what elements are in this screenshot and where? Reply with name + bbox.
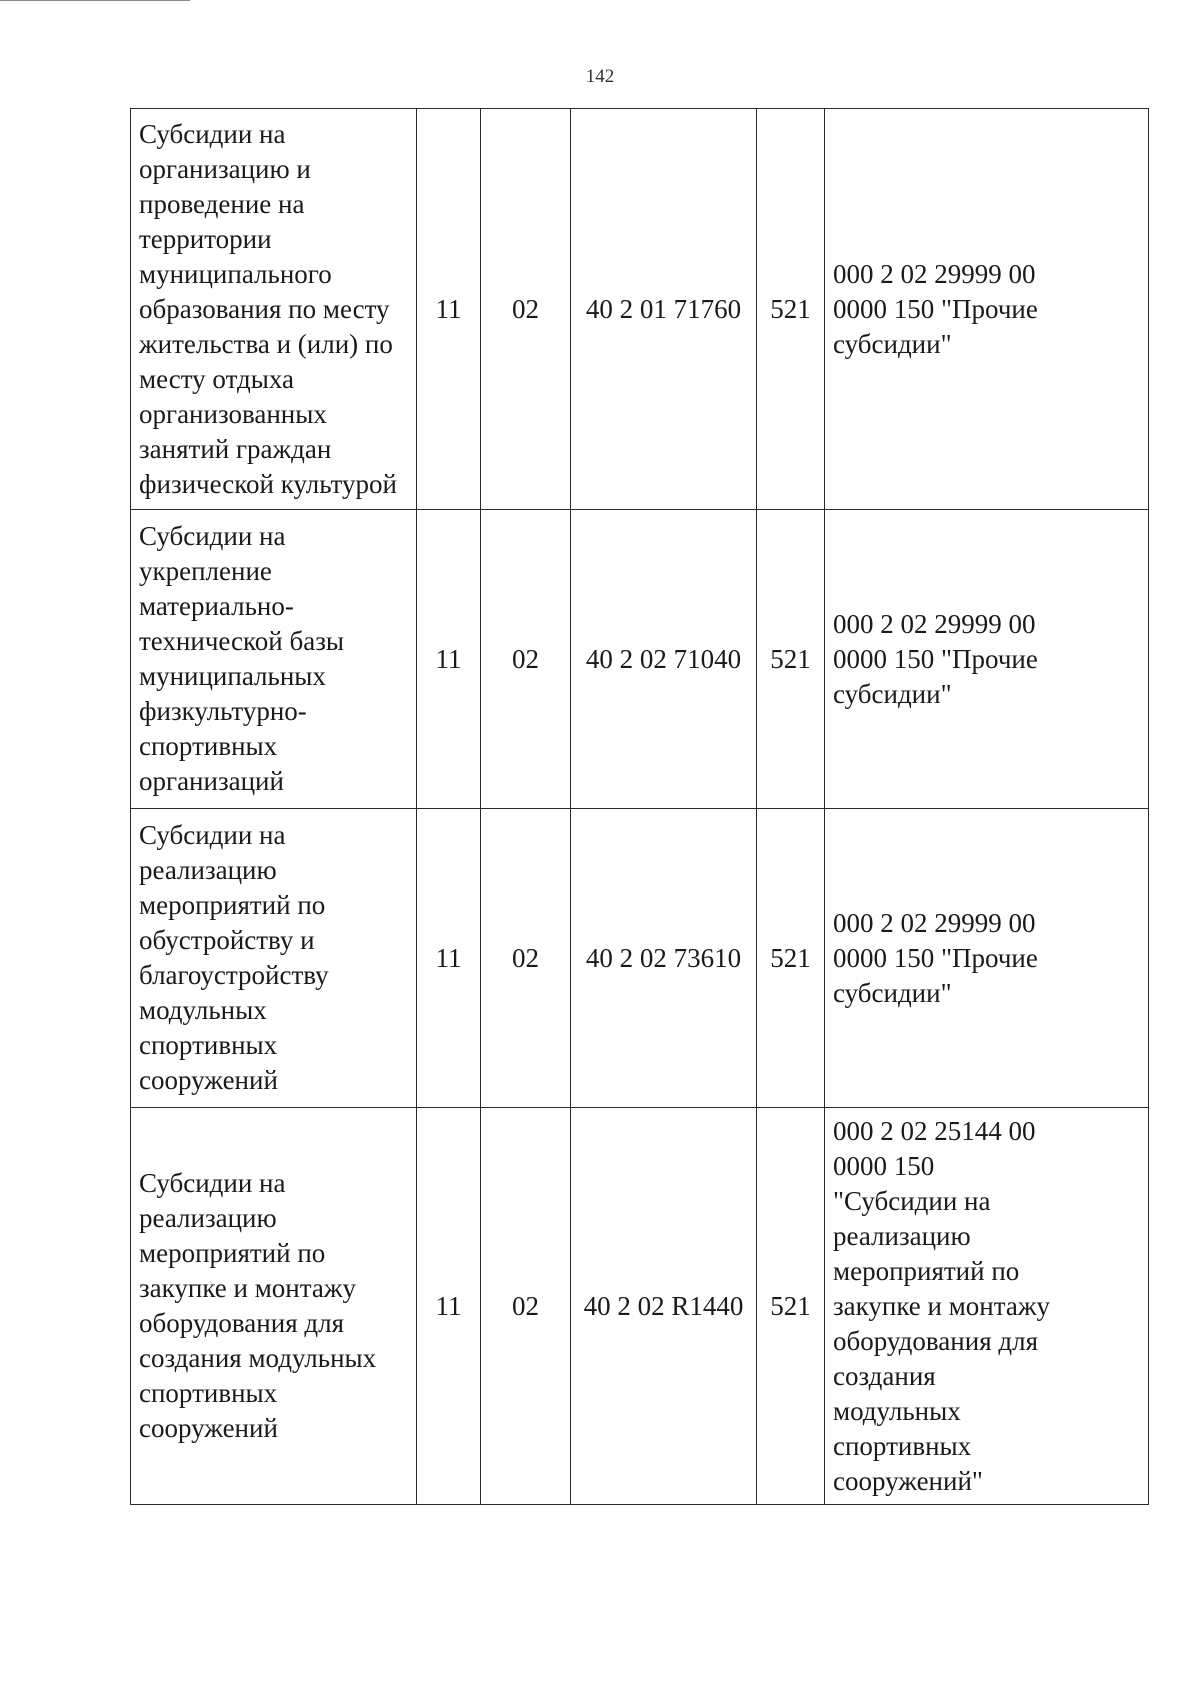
subsection-cell: 02 <box>481 510 571 809</box>
expense-type-cell: 521 <box>757 1108 825 1505</box>
row-name-cell <box>131 809 417 1108</box>
expense-type-cell: 521 <box>757 510 825 809</box>
section-cell: 11 <box>417 1108 481 1505</box>
revenue-code-cell <box>825 510 1149 809</box>
table-row <box>131 809 1149 1108</box>
row-name-cell <box>131 1108 417 1505</box>
row-name-cell <box>131 109 417 510</box>
top-edge-rule <box>0 0 190 1</box>
table-row <box>131 109 1149 510</box>
target-code-cell: 40 2 02 R1440 <box>571 1108 757 1505</box>
budget-table <box>130 108 1149 1505</box>
target-code-cell: 40 2 01 71760 <box>571 109 757 510</box>
section-cell: 11 <box>417 809 481 1108</box>
table-row <box>131 510 1149 809</box>
subsection-cell: 02 <box>481 809 571 1108</box>
revenue-code-text: 000 2 02 29999 00 0000 150 "Прочие субсидии" <box>833 608 1038 709</box>
revenue-code-cell <box>825 109 1149 510</box>
subsection-cell: 02 <box>481 109 571 510</box>
table-row <box>131 1108 1149 1505</box>
expense-type-cell: 521 <box>757 109 825 510</box>
target-code-cell: 40 2 02 73610 <box>571 809 757 1108</box>
page-number: 142 <box>585 66 615 87</box>
revenue-code-cell <box>825 1108 1149 1505</box>
subsection-cell: 02 <box>481 1108 571 1505</box>
row-name-text: Субсидии на реализацию мероприятий по закупке и монтажу оборудования для создания модульных спортивных сооружений <box>139 1168 377 1443</box>
expense-type-cell: 521 <box>757 809 825 1108</box>
revenue-code-text: 000 2 02 25144 00 0000 150 "Субсидии на реализацию мероприятий по закупке и монтажу оборудования для создания модульных спортивных сооружений" <box>833 1115 1051 1496</box>
row-name-text: Субсидии на реализацию мероприятий по обустройству и благоустройству модульных спортивных сооружений <box>139 820 329 1095</box>
row-name-text: Субсидии на укрепление материально- технической базы муниципальных физкультурно- спортивных организаций <box>139 521 345 796</box>
revenue-code-text: 000 2 02 29999 00 0000 150 "Прочие субсидии" <box>833 907 1038 1008</box>
row-name-text: Субсидии на организацию и проведение на территории муниципального образования по месту жительства и (или) по месту отдыха организованных занятий граждан физической культурой <box>139 118 397 499</box>
section-cell: 11 <box>417 510 481 809</box>
row-name-cell <box>131 510 417 809</box>
revenue-code-cell <box>825 809 1149 1108</box>
revenue-code-text: 000 2 02 29999 00 0000 150 "Прочие субсидии" <box>833 258 1038 359</box>
target-code-cell: 40 2 02 71040 <box>571 510 757 809</box>
section-cell: 11 <box>417 109 481 510</box>
